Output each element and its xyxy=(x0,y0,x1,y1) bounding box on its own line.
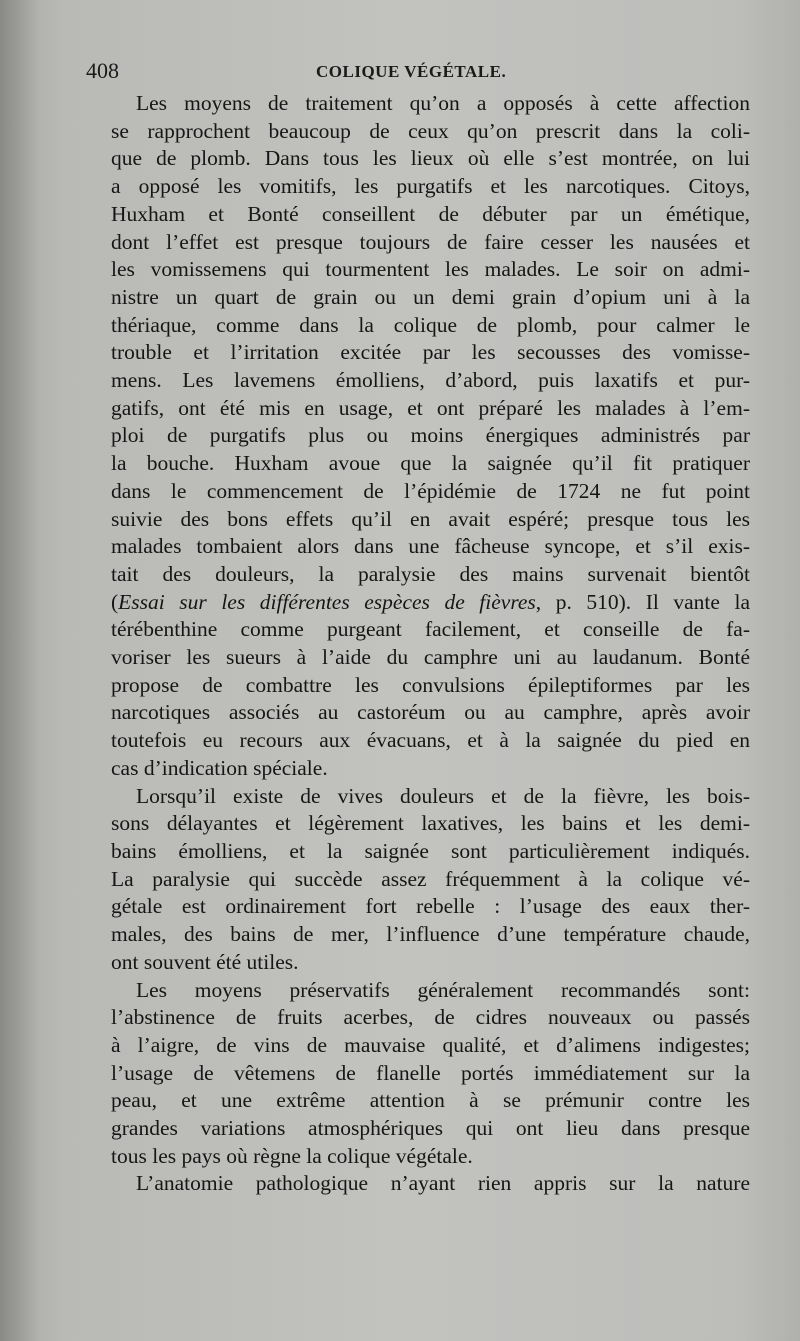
citation-line xyxy=(86,589,750,617)
citation-rest: , p. 510). Il vante la xyxy=(535,589,750,614)
text-line: toutefois eu recours aux évacuans, et à la saignée du pied en xyxy=(111,728,750,753)
text-line: nistre un quart de grain ou un demi grain d’opium uni à la xyxy=(111,284,750,309)
text-line: Les moyens préservatifs généralement recommandés sont: xyxy=(136,977,750,1002)
text-line: cas d’indication spéciale. xyxy=(111,755,328,780)
page-number: 408 xyxy=(86,58,119,83)
text-line: suivie des bons effets qu’il en avait espéré; presque tous les xyxy=(111,506,750,531)
text-line: la bouche. Huxham avoue que la saignée qu’il fit pratiquer xyxy=(111,451,750,476)
text-line: tous les pays où règne la colique végétale. xyxy=(111,1143,473,1168)
text-line: La paralysie qui succède assez fréquemment à la colique vé- xyxy=(111,866,750,891)
running-head: COLIQUE VÉGÉTALE. xyxy=(316,62,507,81)
text-line: thériaque, comme dans la colique de plomb, pour calmer le xyxy=(111,312,750,337)
text-line: Lorsqu’il existe de vives douleurs et de la fièvre, les bois- xyxy=(136,783,750,808)
text-line: Huxham et Bonté conseillent de débuter par un émétique, xyxy=(111,201,750,226)
text-line: ploi de purgatifs plus ou moins énergiques administrés par xyxy=(111,423,750,448)
citation-open: ( xyxy=(111,589,119,614)
text-line: gétale est ordinairement fort rebelle : l’usage des eaux ther- xyxy=(111,894,750,919)
paragraph-treatment xyxy=(86,90,750,783)
text-line: dans le commencement de l’épidémie de 1724 ne fut point xyxy=(111,478,750,503)
text-line: trouble et l’irritation excitée par les secousses des vomisse- xyxy=(111,340,750,365)
text-line: tait des douleurs, la paralysie des mains survenait bientôt xyxy=(111,561,750,586)
text-line: Les moyens de traitement qu’on a opposés à cette affection xyxy=(136,91,750,115)
text-line: gatifs, ont été mis en usage, et ont préparé les malades à l’em- xyxy=(111,395,750,420)
text-line: a opposé les vomitifs, les purgatifs et les narcotiques. Citoys, xyxy=(111,174,750,199)
text-line: térébenthine comme purgeant facilement, et conseille de fa- xyxy=(111,617,750,642)
text-line: les vomissemens qui tourmentent les malades. Le soir on admi- xyxy=(111,257,750,282)
text-line: l’usage de vêtemens de flanelle portés immédiatement sur la xyxy=(111,1060,750,1085)
text-line: mens. Les lavemens émolliens, d’abord, puis laxatifs et pur- xyxy=(111,368,750,393)
text-line: dont l’effet est presque toujours de faire cesser les nausées et xyxy=(111,229,750,254)
text-line: se rapprochent beaucoup de ceux qu’on prescrit dans la coli- xyxy=(111,118,750,143)
text-line: peau, et une extrême attention à se prémunir contre les xyxy=(111,1088,750,1113)
text-line: bains émolliens, et la saignée sont particulièrement indiqués. xyxy=(111,838,750,863)
paragraph-symptoms xyxy=(86,783,750,977)
text-line: narcotiques associés au castoréum ou au camphre, après avoir xyxy=(111,700,750,725)
page-header xyxy=(86,57,750,85)
text-line: malades tombaient alors dans une fâcheuse syncope, et s’il exis- xyxy=(111,534,750,559)
page-fold-shadow xyxy=(0,0,40,1341)
text-line: l’abstinence de fruits acerbes, de cidres nouveaux ou passés xyxy=(111,1005,750,1030)
text-line: voriser les sueurs à l’aide du camphre uni au laudanum. Bonté xyxy=(111,645,750,670)
text-line: à l’aigre, de vins de mauvaise qualité, et d’alimens indigestes; xyxy=(111,1032,750,1057)
text-line: propose de combattre les convulsions épileptiformes par les xyxy=(111,672,750,697)
text-line: grandes variations atmosphériques qui ont lieu dans presque xyxy=(111,1116,750,1141)
text-line: L’anatomie pathologique n’ayant rien appris sur la nature xyxy=(136,1171,750,1196)
text-line: que de plomb. Dans tous les lieux où elle s’est montrée, on lui xyxy=(111,146,750,171)
text-line: sons délayantes et légèrement laxatives, les bains et les demi- xyxy=(111,811,750,836)
text-line: ont souvent été utiles. xyxy=(111,949,299,974)
paragraph-anatomy xyxy=(86,1170,750,1198)
citation-title: Essai sur les différentes espèces de fièvres xyxy=(118,589,536,614)
paragraph-prevention xyxy=(86,977,750,1171)
body-text xyxy=(86,90,750,1198)
text-line: males, des bains de mer, l’influence d’une température chaude, xyxy=(111,922,750,947)
